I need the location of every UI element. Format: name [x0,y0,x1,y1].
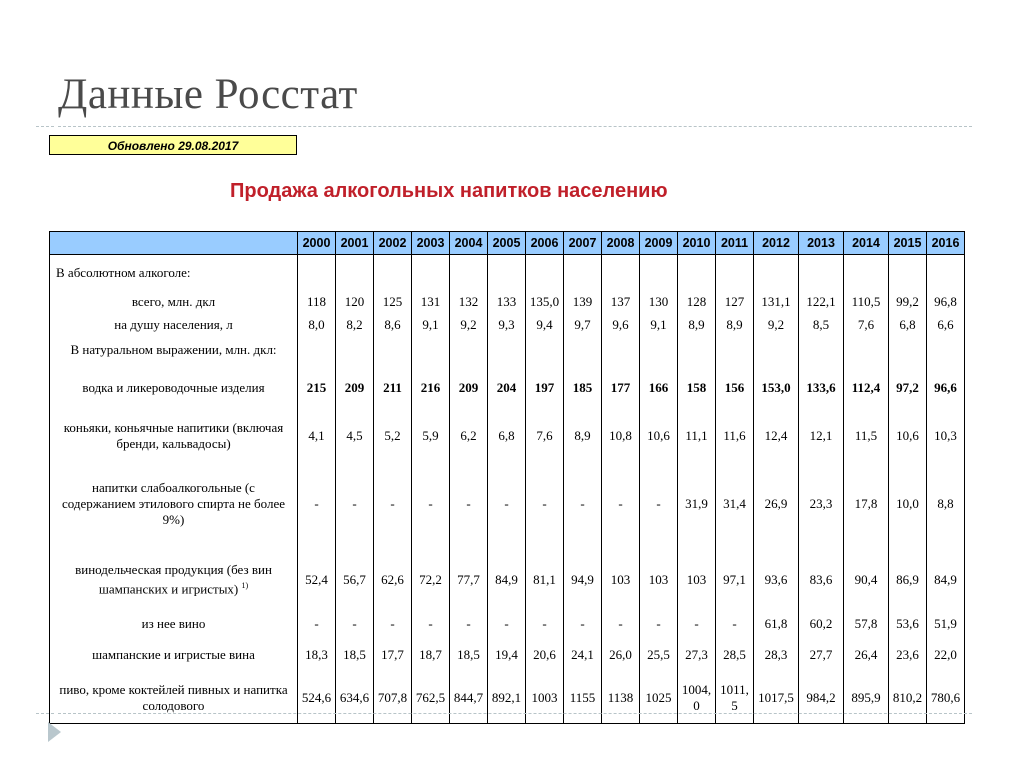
value-cell: - [488,611,526,637]
value-cell: 8,0 [298,313,336,337]
row-label [50,673,298,724]
value-cell: 1003 [526,673,564,724]
value-cell: 110,5 [844,291,889,313]
value-cell: - [450,459,488,549]
value-cell: - [298,459,336,549]
value-cell: 135,0 [526,291,564,313]
value-cell: 6,6 [927,313,965,337]
value-cell: 9,1 [412,313,450,337]
value-cell: 31,4 [716,459,754,549]
value-cell [450,337,488,363]
value-cell: 18,5 [450,637,488,673]
year-header: 2011 [716,232,754,255]
table-title: Продажа алкогольных напитков населению [230,180,668,202]
value-cell: 10,6 [640,413,678,459]
value-cell: 60,2 [799,611,844,637]
year-header: 2016 [927,232,965,255]
value-cell [844,255,889,291]
table-row [50,413,965,459]
value-cell: - [678,611,716,637]
value-cell: 216 [412,363,450,413]
value-cell: 27,3 [678,637,716,673]
row-label [50,637,298,673]
value-cell: - [450,611,488,637]
value-cell: 97,2 [889,363,927,413]
value-cell [412,255,450,291]
sales-table [49,231,965,724]
table-row [50,549,965,611]
year-header: 2001 [336,232,374,255]
value-cell: - [374,611,412,637]
year-header: 2000 [298,232,336,255]
year-header: 2010 [678,232,716,255]
value-cell: 5,9 [412,413,450,459]
value-cell: 84,9 [488,549,526,611]
value-cell: 8,9 [716,313,754,337]
value-cell [602,337,640,363]
row-label [50,363,298,413]
value-cell: - [374,459,412,549]
value-cell: 8,9 [564,413,602,459]
value-cell: 131,1 [754,291,799,313]
value-cell: 137 [602,291,640,313]
year-header: 2008 [602,232,640,255]
value-cell: 31,9 [678,459,716,549]
value-cell: - [602,611,640,637]
footer-divider-accent [36,713,54,714]
value-cell: 103 [602,549,640,611]
year-header: 2015 [889,232,927,255]
value-cell: 77,7 [450,549,488,611]
table-row [50,255,965,291]
updated-badge: Обновлено 29.08.2017 [49,135,297,155]
footer-divider [58,713,972,714]
value-cell [927,337,965,363]
value-cell: 8,6 [374,313,412,337]
value-cell: 524,6 [298,673,336,724]
title-divider [58,126,972,127]
value-cell: 7,6 [526,413,564,459]
value-cell: 9,1 [640,313,678,337]
value-cell: 6,2 [450,413,488,459]
year-header: 2013 [799,232,844,255]
value-cell: 9,6 [602,313,640,337]
value-cell: 12,1 [799,413,844,459]
value-cell: - [602,459,640,549]
value-cell: 17,7 [374,637,412,673]
row-label [50,291,298,313]
value-cell: 51,9 [927,611,965,637]
value-cell [374,337,412,363]
value-cell [602,255,640,291]
value-cell: 26,0 [602,637,640,673]
value-cell [374,255,412,291]
value-cell: 8,8 [927,459,965,549]
value-cell: 17,8 [844,459,889,549]
value-cell: 1004, 0 [678,673,716,724]
next-slide-arrow-icon[interactable] [48,722,61,742]
value-cell [754,255,799,291]
value-cell: 23,6 [889,637,927,673]
value-cell: 103 [678,549,716,611]
value-cell [488,255,526,291]
value-cell: 93,6 [754,549,799,611]
value-cell: 90,4 [844,549,889,611]
value-cell: - [412,611,450,637]
value-cell: 96,6 [927,363,965,413]
value-cell: 1138 [602,673,640,724]
value-cell: - [526,459,564,549]
value-cell: - [640,611,678,637]
table-row [50,337,965,363]
table-row [50,291,965,313]
value-cell [889,337,927,363]
value-cell: 153,0 [754,363,799,413]
table-row [50,363,965,413]
value-cell: 130 [640,291,678,313]
value-cell: 83,6 [799,549,844,611]
value-cell: 127 [716,291,754,313]
table-row [50,611,965,637]
value-cell: - [564,611,602,637]
value-cell: 158 [678,363,716,413]
value-cell: 1155 [564,673,602,724]
value-cell: 112,4 [844,363,889,413]
value-cell [298,255,336,291]
value-cell: 139 [564,291,602,313]
value-cell: 707,8 [374,673,412,724]
value-cell: 133 [488,291,526,313]
value-cell: 10,6 [889,413,927,459]
value-cell [412,337,450,363]
value-cell: 10,8 [602,413,640,459]
value-cell [716,255,754,291]
value-cell: 25,5 [640,637,678,673]
value-cell: 211 [374,363,412,413]
row-label-text: коньяки, коньячные напитики (включая бренди, кальвадосы) [63,419,284,451]
value-cell: 9,3 [488,313,526,337]
value-cell: - [640,459,678,549]
row-label-text: пиво, кроме коктейлей пивных и напитка солодового [59,681,288,713]
value-cell: 128 [678,291,716,313]
value-cell: 131 [412,291,450,313]
value-cell: 24,1 [564,637,602,673]
value-cell: 11,1 [678,413,716,459]
value-cell [336,255,374,291]
value-cell: 81,1 [526,549,564,611]
value-cell: 28,3 [754,637,799,673]
value-cell: 215 [298,363,336,413]
value-cell: 122,1 [799,291,844,313]
value-cell: 26,4 [844,637,889,673]
value-cell: 12,4 [754,413,799,459]
header-label-cell [50,232,298,255]
value-cell: 5,2 [374,413,412,459]
value-cell [640,337,678,363]
value-cell [716,337,754,363]
value-cell: 895,9 [844,673,889,724]
value-cell: 634,6 [336,673,374,724]
value-cell [640,255,678,291]
row-label [50,459,298,549]
value-cell: 11,5 [844,413,889,459]
row-label-text: В натуральном выражении, млн. дкл: [70,341,277,357]
value-cell: 56,7 [336,549,374,611]
value-cell: 61,8 [754,611,799,637]
value-cell: 133,6 [799,363,844,413]
value-cell: 9,7 [564,313,602,337]
value-cell: 132 [450,291,488,313]
year-header: 2005 [488,232,526,255]
value-cell: 22,0 [927,637,965,673]
year-header: 2014 [844,232,889,255]
value-cell: 1025 [640,673,678,724]
value-cell: 53,6 [889,611,927,637]
value-cell: - [564,459,602,549]
table-row [50,673,965,724]
value-cell: 125 [374,291,412,313]
year-header: 2003 [412,232,450,255]
value-cell: 1011, 5 [716,673,754,724]
value-cell: 11,6 [716,413,754,459]
value-cell: 18,5 [336,637,374,673]
value-cell: 9,4 [526,313,564,337]
value-cell: 8,9 [678,313,716,337]
value-cell [526,255,564,291]
value-cell: 18,3 [298,637,336,673]
value-cell [450,255,488,291]
value-cell: 19,4 [488,637,526,673]
value-cell: 1017,5 [754,673,799,724]
value-cell [564,255,602,291]
value-cell: 99,2 [889,291,927,313]
value-cell: 23,3 [799,459,844,549]
value-cell: 28,5 [716,637,754,673]
row-label [50,611,298,637]
value-cell: 209 [450,363,488,413]
table-row [50,313,965,337]
value-cell: 8,5 [799,313,844,337]
value-cell: 9,2 [754,313,799,337]
value-cell: 96,8 [927,291,965,313]
value-cell: 52,4 [298,549,336,611]
value-cell: - [526,611,564,637]
value-cell: - [298,611,336,637]
value-cell: 4,1 [298,413,336,459]
value-cell: 4,5 [336,413,374,459]
divider-accent [36,126,54,127]
value-cell: 26,9 [754,459,799,549]
row-label-text: на душу населения, л [114,316,233,332]
value-cell: 7,6 [844,313,889,337]
value-cell: 62,6 [374,549,412,611]
value-cell: 8,2 [336,313,374,337]
year-header: 2006 [526,232,564,255]
row-label [50,337,298,363]
table-row [50,459,965,549]
value-cell: 72,2 [412,549,450,611]
year-header: 2007 [564,232,602,255]
row-label [50,313,298,337]
value-cell: 118 [298,291,336,313]
value-cell [844,337,889,363]
value-cell: - [412,459,450,549]
row-label [50,413,298,459]
value-cell: 185 [564,363,602,413]
year-header: 2002 [374,232,412,255]
value-cell [678,337,716,363]
value-cell: 810,2 [889,673,927,724]
table-body [50,255,965,724]
footnote-mark: 1) [241,580,249,590]
value-cell: 177 [602,363,640,413]
value-cell: 10,3 [927,413,965,459]
value-cell: 18,7 [412,637,450,673]
row-label-text: шампанские и игристые вина [92,646,255,662]
year-header: 2004 [450,232,488,255]
value-cell: 204 [488,363,526,413]
value-cell: 94,9 [564,549,602,611]
value-cell: 197 [526,363,564,413]
value-cell: 57,8 [844,611,889,637]
value-cell [488,337,526,363]
value-cell: 6,8 [889,313,927,337]
row-label-text: напитки слабоалкогольные (с содержанием этилового спирта не более 9%) [61,479,286,527]
year-header: 2012 [754,232,799,255]
year-header: 2009 [640,232,678,255]
value-cell [564,337,602,363]
value-cell [927,255,965,291]
value-cell [889,255,927,291]
value-cell: 27,7 [799,637,844,673]
row-label-text: винодельческая продукция (без вин шампанских и игристых) [75,561,272,597]
value-cell: 84,9 [927,549,965,611]
value-cell [526,337,564,363]
page-title: Данные Росстат [58,71,358,118]
value-cell: 780,6 [927,673,965,724]
value-cell: 6,8 [488,413,526,459]
value-cell [754,337,799,363]
value-cell: 844,7 [450,673,488,724]
value-cell [799,337,844,363]
value-cell: 10,0 [889,459,927,549]
value-cell: 103 [640,549,678,611]
value-cell: 86,9 [889,549,927,611]
row-label-text: водка и ликероводочные изделия [82,379,265,395]
value-cell: - [336,611,374,637]
value-cell: 984,2 [799,673,844,724]
value-cell: 156 [716,363,754,413]
row-label-text: из нее вино [141,615,206,631]
table-row [50,637,965,673]
value-cell: - [488,459,526,549]
value-cell: 120 [336,291,374,313]
row-label-text: В абсолютном алкоголе: [56,264,191,280]
value-cell: 166 [640,363,678,413]
value-cell: 892,1 [488,673,526,724]
row-label [50,549,298,611]
value-cell: 97,1 [716,549,754,611]
value-cell [678,255,716,291]
value-cell [298,337,336,363]
value-cell: 762,5 [412,673,450,724]
value-cell [799,255,844,291]
value-cell: 209 [336,363,374,413]
value-cell: - [716,611,754,637]
value-cell [336,337,374,363]
value-cell: - [336,459,374,549]
row-label-text: всего, млн. дкл [131,293,216,309]
value-cell: 9,2 [450,313,488,337]
year-header-row [50,232,965,255]
value-cell: 20,6 [526,637,564,673]
row-label [50,255,298,291]
